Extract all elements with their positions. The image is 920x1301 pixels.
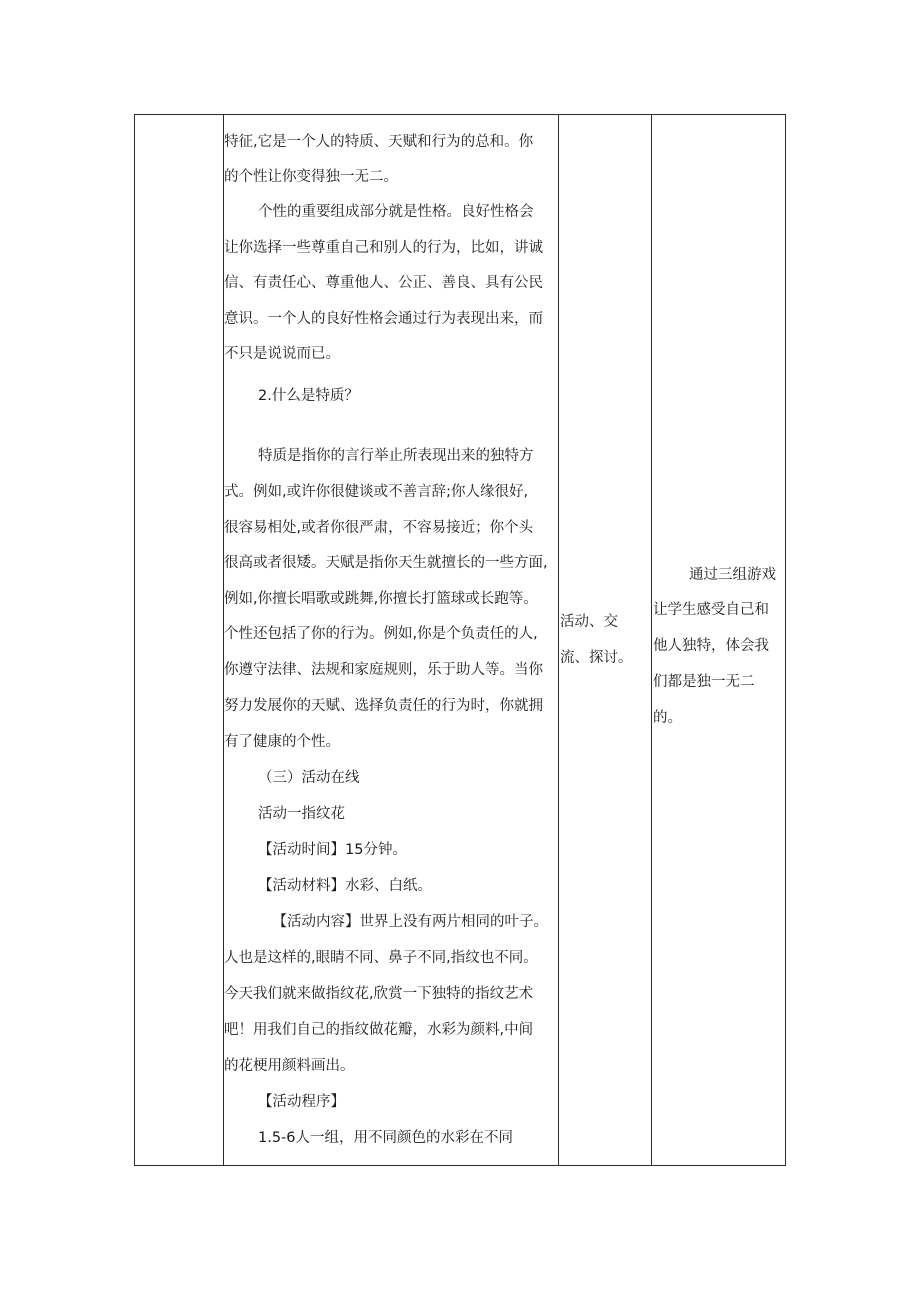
purpose-text (652, 115, 785, 1165)
content-line: 例如,你擅长唱歌或跳舞,你擅长打篮球或长跑等。 (224, 591, 538, 607)
table-row (135, 115, 786, 1166)
content-line: 的个性让你变得独一无二。 (224, 169, 398, 185)
content-line: 特质是指你的言行举止所表现出来的独特方 (258, 448, 534, 464)
content-line: 让你选择一些尊重自己和别人的行为，比如，讲诚 (224, 240, 543, 256)
content-line: 2.什么是特质？ (258, 388, 359, 404)
purpose-cell (652, 115, 786, 1166)
content-line: 努力发展你的天赋、选择负责任的行为时，你就拥 (224, 698, 543, 714)
content-line: 【活动时间】15分钟。 (258, 842, 407, 858)
purpose-line: 他人独特，体会我 (653, 638, 769, 654)
method-text (559, 115, 651, 1165)
content-line: 【活动程序】 (258, 1094, 345, 1110)
method-line: 流、探讨。 (560, 650, 633, 666)
content-cell (224, 115, 559, 1166)
content-line: 很容易相处,或者你很严肃，不容易接近；你个头 (224, 520, 534, 536)
content-line: 人也是这样的,眼睛不同、鼻子不同,指纹也不同。 (224, 950, 538, 966)
content-line: 今天我们就来做指纹花,欣赏一下独特的指纹艺术 (224, 986, 534, 1002)
content-line: 活动一指纹花 (258, 806, 345, 822)
content-line: 式。例如,或许你很健谈或不善言辞;你人缘很好, (224, 484, 529, 500)
content-line: 不只是说说而已。 (224, 346, 340, 362)
content-line: 很高或者很矮。天赋是指你天生就擅长的一些方面, (224, 555, 548, 571)
lesson-plan-table (134, 114, 786, 1166)
content-line: 的花梗用颜料画出。 (224, 1058, 355, 1074)
content-line: 【活动内容】世界上没有两片相同的叶子。 (272, 914, 548, 930)
method-cell (559, 115, 652, 1166)
content-line: 意识。一个人的良好性格会通过行为表现出来，而 (224, 311, 543, 327)
content-line: 吧！用我们自己的指纹做花瓣，水彩为颜料,中间 (224, 1022, 534, 1038)
content-line: 你遵守法律、法规和家庭规则，乐于助人等。当你 (224, 662, 543, 678)
content-line: 个性还包括了你的行为。例如,你是个负责任的人, (224, 626, 538, 642)
content-line: 特征,它是一个人的特质、天赋和行为的总和。你 (224, 134, 534, 150)
blank-cell (135, 115, 224, 1166)
purpose-line: 让学生感受自己和 (653, 602, 769, 618)
content-line: （三）活动在线 (258, 770, 360, 786)
content-text (224, 115, 558, 1165)
purpose-line: 通过三组游戏 (689, 567, 776, 583)
content-line: 信、有责任心、尊重他人、公正、善良、具有公民 (224, 275, 543, 291)
method-line: 活动、交 (560, 614, 618, 630)
purpose-line: 的。 (653, 710, 682, 726)
content-line: 个性的重要组成部分就是性格。良好性格会 (258, 204, 534, 220)
content-line: 【活动材料】水彩、白纸。 (258, 878, 432, 894)
purpose-line: 们都是独一无二 (653, 674, 755, 690)
content-line: 有了健康的个性。 (224, 734, 340, 750)
content-line: 1.5-6人一组，用不同颜色的水彩在不同 (258, 1130, 514, 1146)
